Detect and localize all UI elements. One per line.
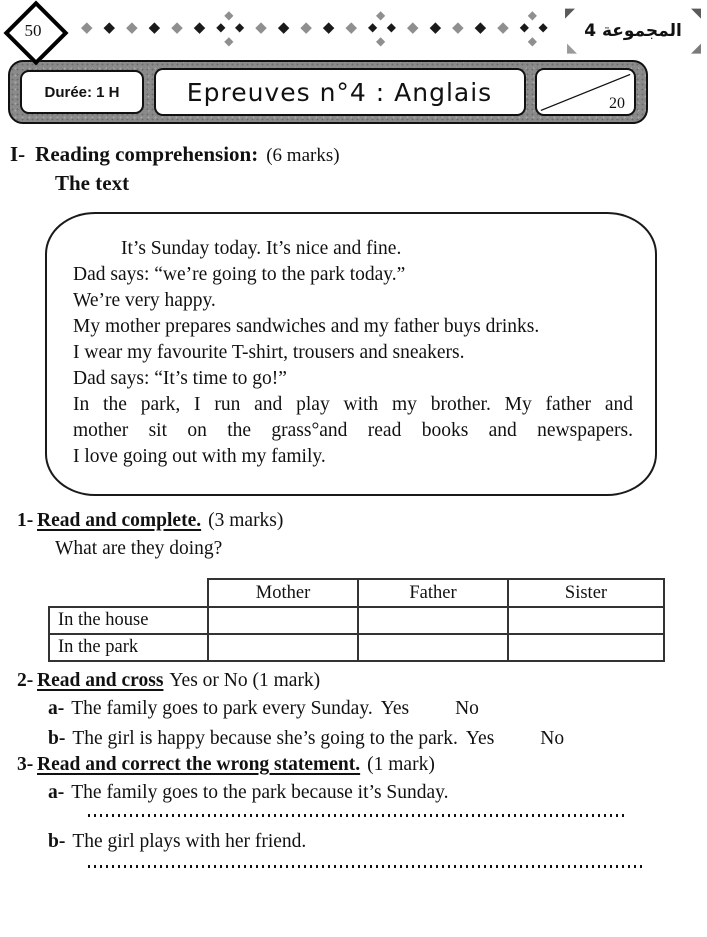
item-text: The girl is happy because she’s going to the park. — [72, 728, 458, 749]
q3-title: Read and correct the wrong statement. — [37, 754, 361, 775]
no-option: No — [540, 728, 565, 749]
item-label: a- — [48, 782, 65, 803]
table-header-row — [49, 579, 664, 607]
table-header-father: Father — [358, 579, 508, 607]
part1-numeral: I- — [10, 142, 26, 166]
answer-cell — [358, 607, 508, 634]
row-label-in-the-park: In the park — [49, 634, 208, 661]
reading-line: My mother prepares sandwiches and my father buys drinks. — [73, 316, 540, 337]
yes-option: Yes — [465, 728, 495, 749]
page-number-badge — [0, 3, 66, 59]
corner-mark-icon: ◣ — [567, 40, 577, 55]
q2-title: Read and cross — [37, 670, 164, 691]
item-text: The family goes to park every Sunday. — [71, 698, 373, 719]
diamond-icon: ◆ — [277, 19, 290, 36]
top-banner — [0, 0, 707, 60]
q2-item-a — [48, 696, 707, 722]
no-option: No — [455, 698, 479, 719]
part1-heading — [10, 142, 707, 167]
diamond-icon: ◆ — [148, 19, 161, 36]
diamond-icon: ◆ — [497, 19, 509, 36]
table-header-sister: Sister — [508, 579, 664, 607]
yes-option: Yes — [380, 698, 410, 719]
diamond-icon: ◆ — [322, 19, 335, 36]
diamond-cluster-icon: ◆ ◆ ◆ ◆ — [368, 8, 397, 48]
score-box — [535, 68, 636, 116]
q2-suffix: Yes or No (1 mark) — [169, 670, 321, 691]
text-subtitle: The text — [55, 171, 130, 195]
part1-title: Reading comprehension: — [35, 142, 259, 166]
row-label-in-the-house: In the house — [49, 607, 208, 634]
diamond-icon: ◆ — [171, 19, 183, 36]
duration-box — [20, 70, 144, 114]
table-row — [49, 607, 664, 634]
answer-cell — [508, 634, 664, 661]
table-header-mother: Mother — [208, 579, 358, 607]
duration-label: Durée: 1 H — [44, 83, 120, 101]
q2-item-b — [48, 726, 707, 752]
answer-cell — [208, 634, 358, 661]
table-row — [49, 634, 664, 661]
diamond-icon: ◆ — [474, 19, 487, 36]
reading-line: We’re very happy. — [73, 290, 216, 311]
answer-line — [88, 814, 628, 817]
item-text: The girl plays with her friend. — [72, 831, 307, 852]
answer-cell — [358, 634, 508, 661]
diamond-icon: ◆ — [345, 19, 358, 36]
q1-heading — [17, 510, 707, 532]
q1-answer-table — [48, 578, 665, 662]
part1-marks: (6 marks) — [266, 145, 340, 166]
table-header-stub — [49, 579, 208, 607]
reading-line: I wear my favourite T-shirt, trousers and sneakers. — [73, 342, 465, 363]
reading-line: Dad says: “It’s time to go!” — [73, 368, 287, 389]
q2-number: 2- — [17, 670, 34, 691]
diamond-icon: ◆ — [81, 19, 93, 36]
diamond-cluster-icon: ◆ ◆ ◆ ◆ — [519, 8, 548, 48]
diamond-icon: ◆ — [193, 19, 206, 36]
item-text: The family goes to the park because it’s Sunday. — [71, 782, 449, 803]
diamond-icon: ◆ — [429, 19, 442, 36]
exam-title: Epreuves n°4 : Anglais — [186, 77, 493, 107]
item-label: b- — [48, 831, 66, 852]
corner-mark-icon: ◢ — [691, 40, 701, 55]
answer-cell — [508, 607, 664, 634]
q1-title: Read and complete. — [37, 510, 202, 531]
item-label: b- — [48, 728, 66, 749]
diamond-icon: ◆ — [407, 19, 419, 36]
reading-line: mother sit on the grass°and read books and newspapers. — [73, 420, 633, 441]
diamond-icon: ◆ — [300, 19, 312, 36]
reading-line: In the park, I run and play with my brother. My father and — [73, 394, 633, 415]
answer-cell — [208, 607, 358, 634]
q1-number: 1- — [17, 510, 34, 531]
diamond-icon: ◆ — [452, 19, 464, 36]
reading-text-box — [45, 212, 657, 496]
q1-marks: (3 marks) — [208, 510, 284, 531]
page-number: 50 — [24, 21, 42, 40]
diamond-row — [70, 6, 559, 50]
q3-heading — [17, 754, 707, 776]
q1-prompt: What are they doing? — [55, 538, 223, 559]
diamond-icon: ◆ — [126, 19, 138, 36]
q3-item-a — [48, 780, 707, 806]
corner-mark-icon: ◥ — [691, 5, 701, 20]
group-label-block — [565, 6, 701, 56]
corner-mark-icon: ◤ — [565, 5, 575, 20]
diamond-icon: ◆ — [103, 19, 116, 36]
q3-marks: (1 mark) — [367, 754, 435, 775]
score-total: 20 — [609, 95, 625, 112]
reading-line: It’s Sunday today. It’s nice and fine. — [121, 238, 402, 259]
q3-item-b — [48, 829, 707, 855]
q2-heading — [17, 670, 707, 692]
exam-header-bar — [8, 60, 648, 124]
diamond-cluster-icon: ◆ ◆ ◆ ◆ — [216, 8, 245, 48]
exam-title-box — [154, 68, 526, 116]
diamond-icon: ◆ — [255, 19, 267, 36]
item-label: a- — [48, 698, 65, 719]
reading-line: I love going out with my family. — [73, 446, 326, 467]
group-label: المجموعة 4 — [584, 21, 682, 41]
answer-line — [88, 865, 646, 868]
q3-number: 3- — [17, 754, 34, 775]
reading-line: Dad says: “we’re going to the park today.” — [73, 264, 406, 285]
